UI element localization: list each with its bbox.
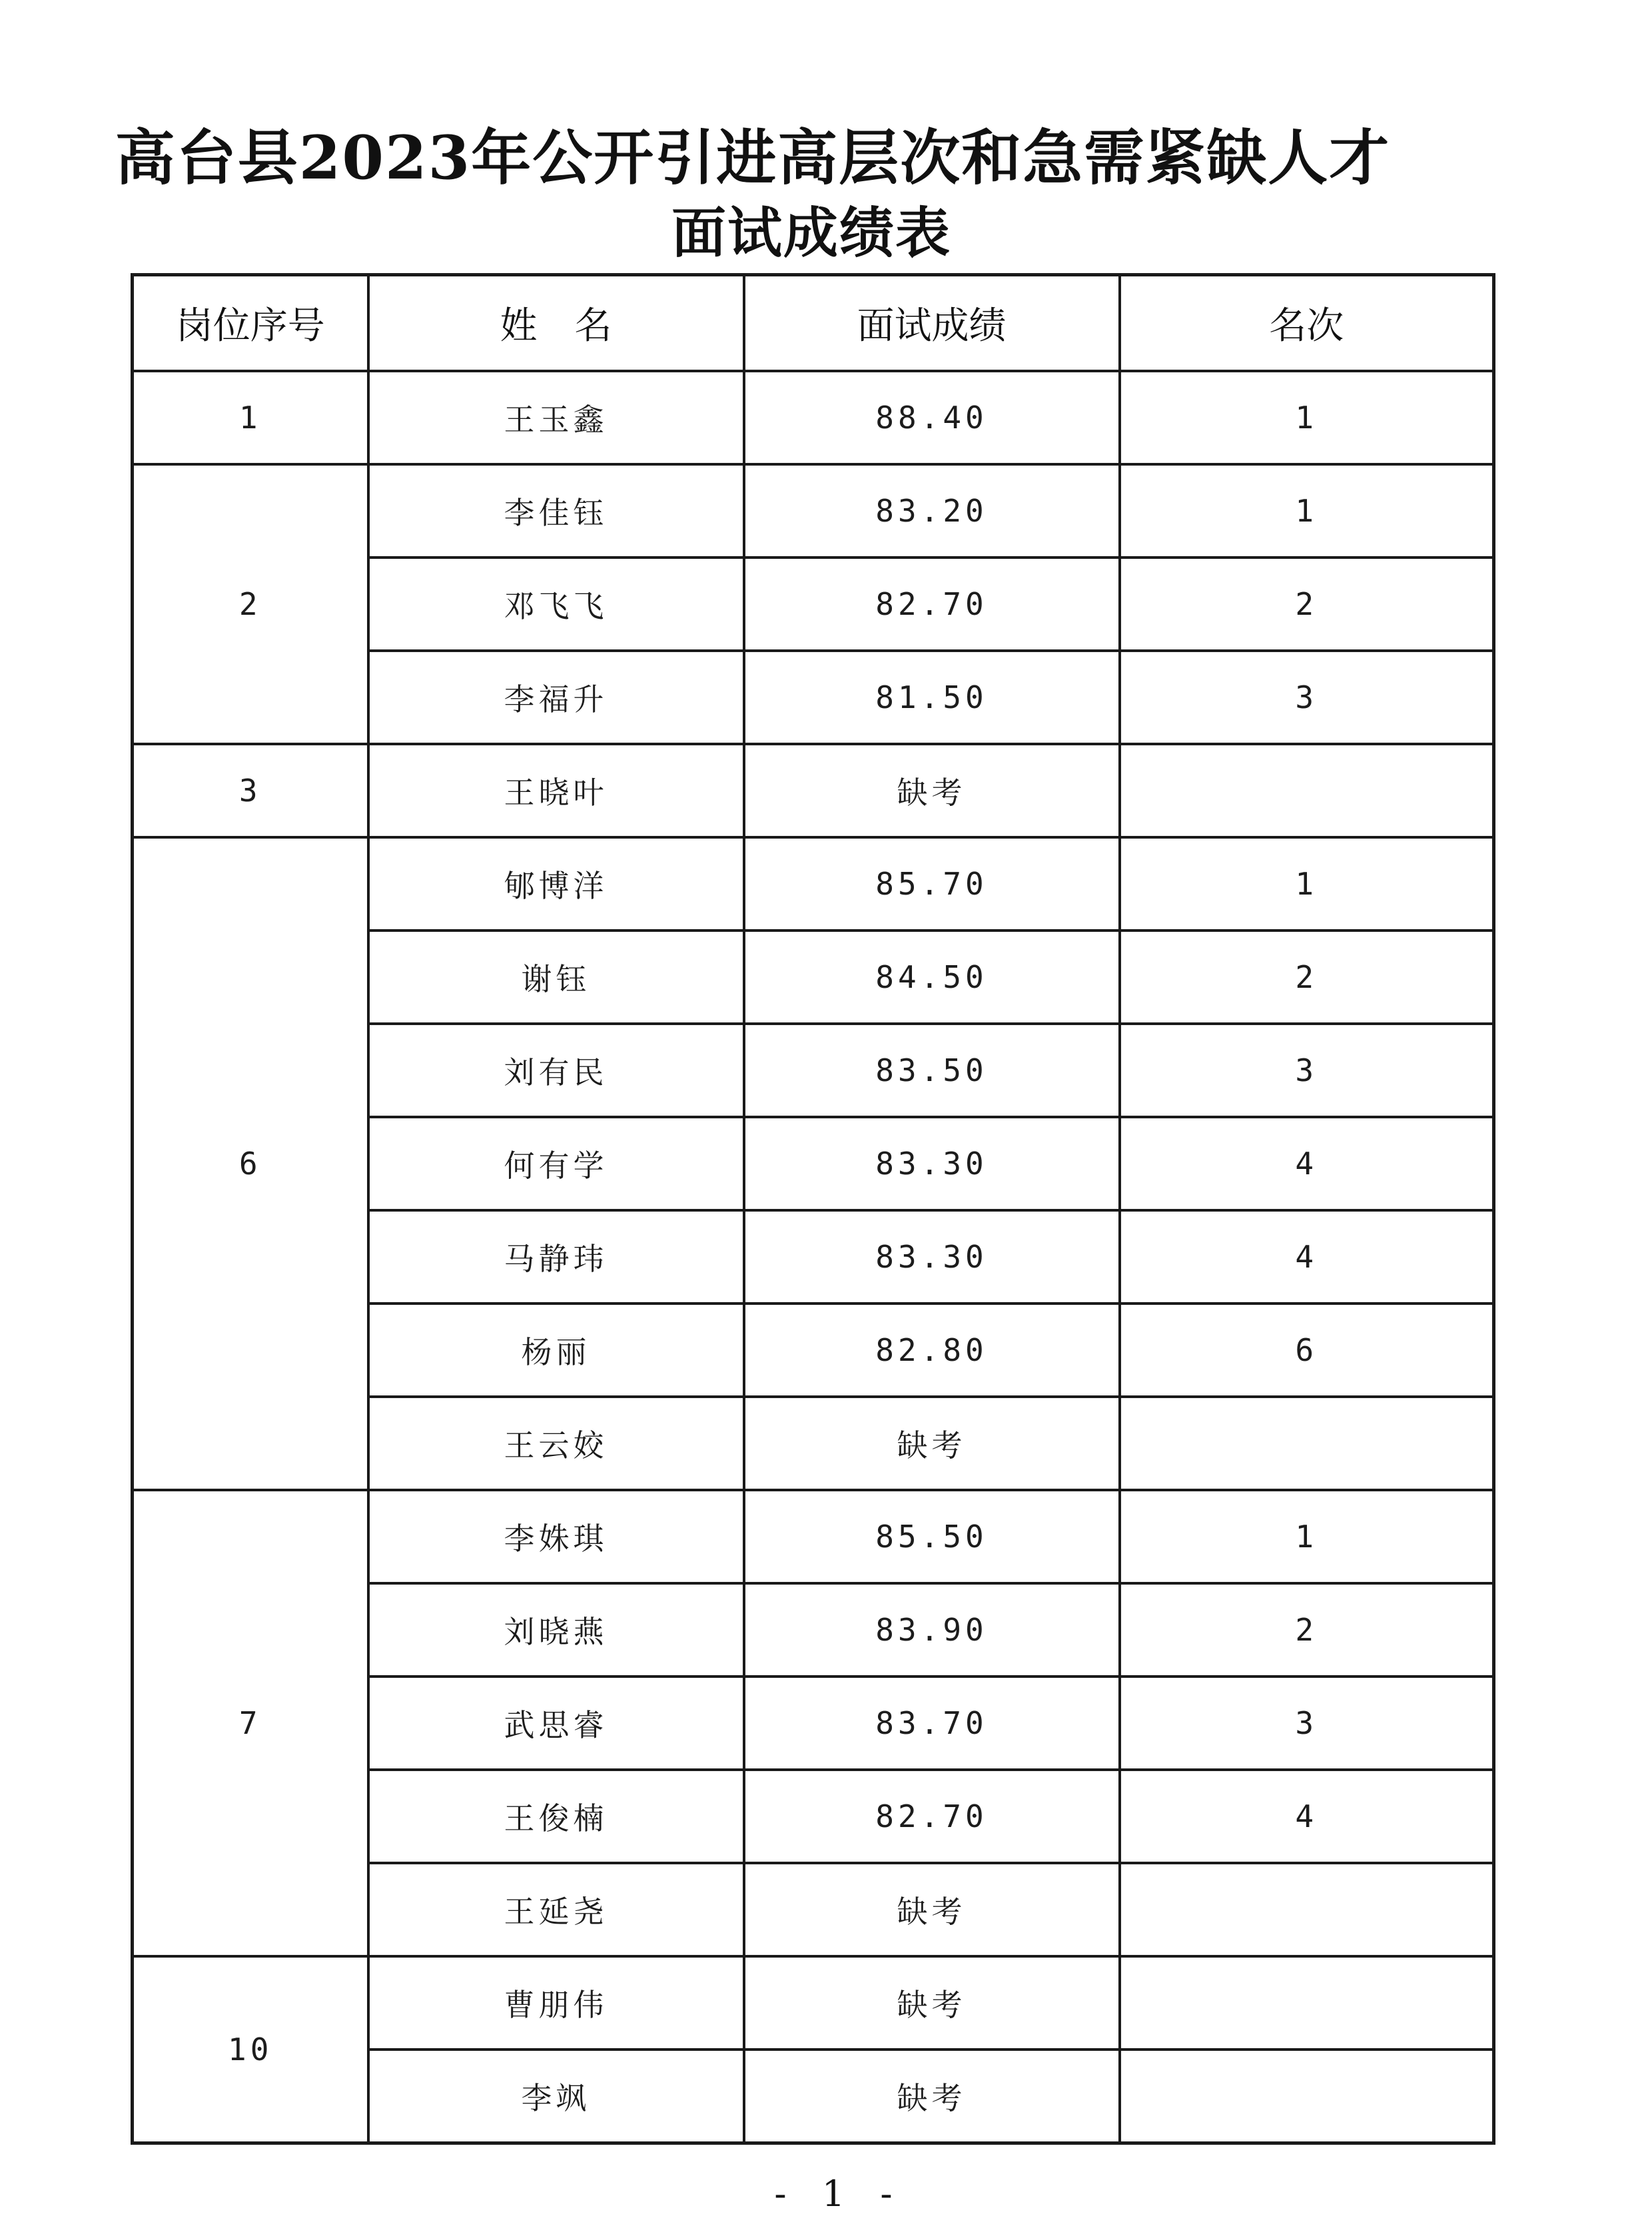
score-cell: 82.70 <box>744 558 1120 651</box>
name-cell: 马静玮 <box>368 1210 744 1304</box>
score-cell: 82.80 <box>744 1304 1120 1397</box>
page-number-text: - 1 - <box>774 2173 905 2215</box>
rank-cell: 1 <box>1120 837 1494 931</box>
position-no-cell: 3 <box>133 744 368 837</box>
table-row <box>133 371 1494 464</box>
header-name: 姓 名 <box>368 275 744 372</box>
rank-cell: 4 <box>1120 1117 1494 1210</box>
interview-score-table <box>131 273 1495 2145</box>
page-number <box>0 2173 1652 2215</box>
score-cell: 84.50 <box>744 931 1120 1024</box>
name-cell: 李飒 <box>368 2050 744 2143</box>
table-header <box>133 275 1494 372</box>
name-cell: 王云姣 <box>368 1397 744 1490</box>
position-no-cell: 10 <box>133 1956 368 2143</box>
name-cell: 谢钰 <box>368 931 744 1024</box>
name-cell: 李佳钰 <box>368 464 744 558</box>
name-cell: 刘有民 <box>368 1024 744 1117</box>
name-cell: 武思睿 <box>368 1677 744 1770</box>
table-row <box>133 744 1494 837</box>
score-cell: 88.40 <box>744 371 1120 464</box>
document-title: 高台县2023年公开引进高层次和急需紧缺人才 <box>115 123 1391 193</box>
rank-cell: 2 <box>1120 931 1494 1024</box>
rank-cell: 3 <box>1120 1677 1494 1770</box>
score-cell: 85.70 <box>744 837 1120 931</box>
name-cell: 王俊楠 <box>368 1770 744 1863</box>
score-cell: 83.30 <box>744 1117 1120 1210</box>
rank-cell <box>1120 1863 1494 1956</box>
score-cell: 缺考 <box>744 1863 1120 1956</box>
document-subtitle: 面试成绩表 <box>671 201 951 265</box>
name-cell: 李姝琪 <box>368 1490 744 1583</box>
header-position-no: 岗位序号 <box>133 275 368 372</box>
rank-cell: 1 <box>1120 464 1494 558</box>
header-rank: 名次 <box>1120 275 1494 372</box>
header-row <box>133 275 1494 372</box>
position-no-cell: 2 <box>133 464 368 744</box>
score-cell: 83.20 <box>744 464 1120 558</box>
name-cell: 王晓叶 <box>368 744 744 837</box>
name-cell: 何有学 <box>368 1117 744 1210</box>
table-row <box>133 837 1494 931</box>
name-cell: 李福升 <box>368 651 744 744</box>
score-cell: 82.70 <box>744 1770 1120 1863</box>
score-cell: 缺考 <box>744 2050 1120 2143</box>
position-no-cell: 7 <box>133 1490 368 1956</box>
table-body <box>133 371 1494 2143</box>
score-cell: 85.50 <box>744 1490 1120 1583</box>
position-no-cell: 6 <box>133 837 368 1490</box>
name-cell: 郇博洋 <box>368 837 744 931</box>
rank-cell: 2 <box>1120 1583 1494 1677</box>
rank-cell <box>1120 744 1494 837</box>
rank-cell <box>1120 2050 1494 2143</box>
name-cell: 杨丽 <box>368 1304 744 1397</box>
score-cell: 83.30 <box>744 1210 1120 1304</box>
name-cell: 邓飞飞 <box>368 558 744 651</box>
rank-cell: 3 <box>1120 1024 1494 1117</box>
score-cell: 81.50 <box>744 651 1120 744</box>
rank-cell: 1 <box>1120 371 1494 464</box>
score-cell: 缺考 <box>744 744 1120 837</box>
score-cell: 83.50 <box>744 1024 1120 1117</box>
table-row <box>133 464 1494 558</box>
name-cell: 刘晓燕 <box>368 1583 744 1677</box>
rank-cell: 2 <box>1120 558 1494 651</box>
position-no-cell: 1 <box>133 371 368 464</box>
score-cell: 缺考 <box>744 1956 1120 2050</box>
rank-cell: 3 <box>1120 651 1494 744</box>
score-cell: 83.90 <box>744 1583 1120 1677</box>
rank-cell: 6 <box>1120 1304 1494 1397</box>
score-cell: 83.70 <box>744 1677 1120 1770</box>
name-cell: 曹朋伟 <box>368 1956 744 2050</box>
rank-cell: 1 <box>1120 1490 1494 1583</box>
rank-cell: 4 <box>1120 1770 1494 1863</box>
table-row <box>133 1490 1494 1583</box>
rank-cell: 4 <box>1120 1210 1494 1304</box>
table-row <box>133 1956 1494 2050</box>
score-cell: 缺考 <box>744 1397 1120 1490</box>
name-cell: 王延尧 <box>368 1863 744 1956</box>
rank-cell <box>1120 1397 1494 1490</box>
rank-cell <box>1120 1956 1494 2050</box>
name-cell: 王玉鑫 <box>368 371 744 464</box>
header-score: 面试成绩 <box>744 275 1120 372</box>
